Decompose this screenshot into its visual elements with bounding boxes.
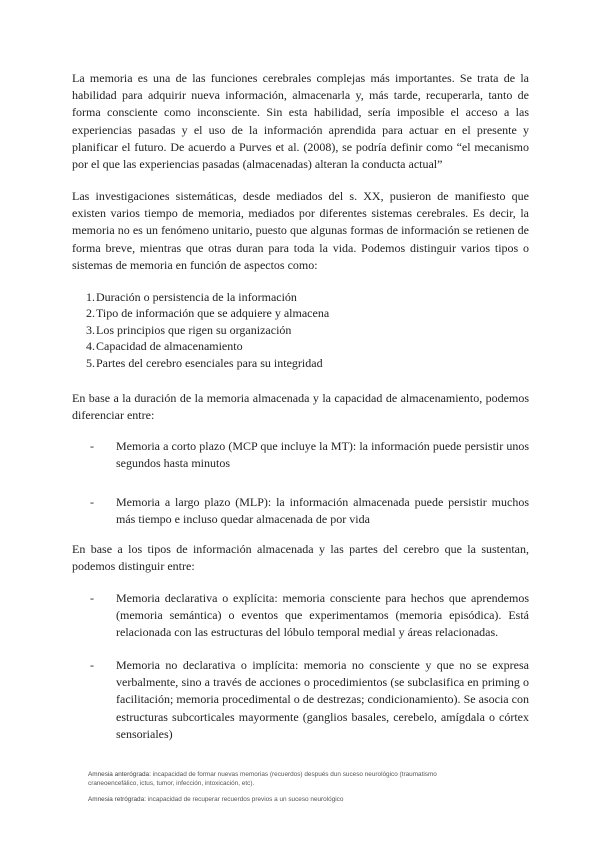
list-item: 3. Los principios que rigen su organización bbox=[86, 322, 292, 337]
footnote-anterograda: Amnesia anterógrada: incapacidad de formar nuevas memorias (recuerdos) después dun suceso neurológico (traumatismo craneoencefálico, ictus, tumor, infección, intoxicación, etc). bbox=[88, 771, 437, 788]
list-item: 4. Capacidad de almacenamiento bbox=[86, 339, 243, 354]
paragraph-duracion: En base a la duración de la memoria almacenada y la capacidad de almacenamiento, podemos diferenciar entre: bbox=[72, 391, 529, 423]
type-list-declarative bbox=[72, 590, 529, 642]
list-item: - Memoria declarativa o explícita: memoria consciente para hechos que aprendemos (memoria semántica) o eventos que experimentamos (memoria episódica). Está relacionada con las estructuras del lóbulo temporal medial y áreas relacionadas. bbox=[90, 591, 529, 640]
list-item: - Memoria no declarativa o implícita: memoria no consciente y que no se expresa verbalmente, sino a través de acciones o procedimientos (se subclasifica en priming o facilitación; memoria procedimental o de destrezas; condicionamiento). Se asocia con estructuras subcorticales mayormente (ganglios basales, cerebelo, amígdala o córtex sensoriales) bbox=[90, 658, 529, 741]
paragraph-intro: La memoria es una de las funciones cerebrales complejas más importantes. Se trata de la habilidad para adquirir nueva información, almacenarla y, más tarde, recuperarla, tanto de forma consciente como inconsciente. Sin esta habilidad, sería imposible el acceso a las experiencias pasadas y el uso de la información aprendida para actuar en el presente y planificar el futuro. De acuerdo a Purves et al. (2008), se podría definir como “el mecanismo por el que las experiencias pasadas (almacenadas) alteran la conducta actual” bbox=[72, 71, 529, 172]
duration-list-long bbox=[72, 494, 529, 528]
type-list-nondeclarative bbox=[72, 657, 529, 743]
memory-aspects-list bbox=[72, 289, 529, 371]
duration-list-short bbox=[72, 438, 529, 472]
footnote-retrograda: Amnesia retrógrada: incapacidad de recuperar recuerdos previos a un suceso neurológico bbox=[88, 795, 344, 803]
list-item: - Memoria a largo plazo (MLP): la información almacenada puede persistir muchos más tiempo e incluso quedar almacenada de por vida bbox=[90, 495, 529, 527]
list-item: 1. Duración o persistencia de la información bbox=[86, 290, 297, 304]
paragraph-investigaciones: Las investigaciones sistemáticas, desde mediados del s. XX, pusieron de manifiesto que existen varios tiempo de memoria, mediados por diferentes sistemas cerebrales. Es decir, la memoria no es un fenómeno unitario, puesto que algunas formas de información se retienen de forma breve, mientras que otras duran para toda la vida. Podemos distinguir varios tipos o sistemas de memoria en función de aspectos como: bbox=[72, 189, 529, 272]
paragraph-tipos: En base a los tipos de información almacenada y las partes del cerebro que la sustentan, podemos distinguir entre: bbox=[72, 542, 529, 574]
list-item: - Memoria a corto plazo (MCP que incluye la MT): la información puede persistir unos segundos hasta minutos bbox=[90, 439, 529, 471]
list-item: 2. Tipo de información que se adquiere y almacena bbox=[86, 306, 330, 321]
list-item: 5. Partes del cerebro esenciales para su integridad bbox=[86, 355, 323, 370]
footnotes bbox=[88, 770, 448, 804]
